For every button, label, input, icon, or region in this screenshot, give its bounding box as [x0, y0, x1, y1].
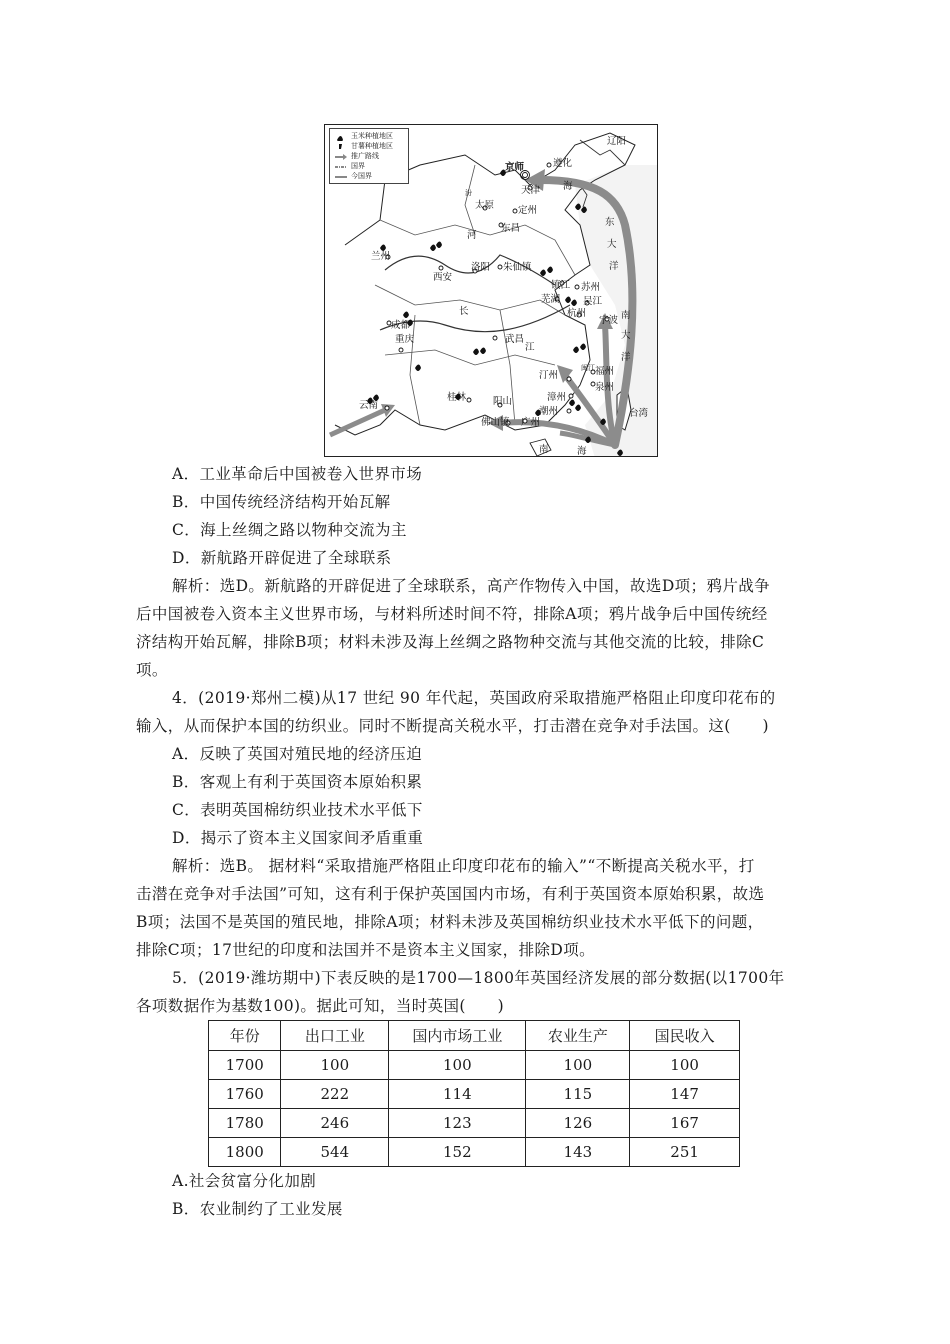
q3-option-a: A．工业革命后中国被卷入世界市场 [172, 465, 423, 483]
table-cell: 1800 [209, 1138, 281, 1167]
label-jiang: 江 [525, 342, 535, 353]
sweet-potato-icon [334, 143, 348, 151]
label-wuchang: 武昌 [505, 334, 525, 345]
table-cell: 1780 [209, 1109, 281, 1138]
label-dingzhou: 定州 [518, 205, 538, 216]
label-dongchang: 东昌 [501, 223, 521, 234]
table-cell: 167 [630, 1109, 740, 1138]
label-nan2: 南 [539, 444, 549, 455]
label-zhenjiang: 镇江 [551, 280, 571, 291]
label-guangzhou: 广州 [521, 417, 541, 428]
q4-stem-line1: 4．(2019·郑州二模)从17 世纪 90 年代起，英国政府采取措施严格阻止印度印花布的 [172, 689, 776, 707]
q4-stem-line2: 输入，从而保护本国的纺织业。同时不断提高关税水平，打击潜在竞争对手法国。这( ) [136, 717, 769, 735]
q4-analysis-line2: 击潜在竞争对手法国”可知，这有利于保护英国国内市场，有利于英国资本原始积累，故选 [136, 885, 765, 903]
q5-stem-line2: 各项数据作为基数100)。据此可知，当时英国( ) [136, 997, 505, 1015]
legend-border: 国界 [351, 162, 365, 170]
q5-option-a: A.社会贫富分化加剧 [172, 1172, 317, 1190]
table-row [209, 1138, 740, 1167]
table-cell: 143 [526, 1138, 630, 1167]
route-arrow-icon [334, 153, 348, 161]
table-cell: 114 [389, 1080, 526, 1109]
table-cell: 126 [526, 1109, 630, 1138]
border-line-icon [334, 163, 348, 171]
label-jingshi: 京师 [505, 162, 525, 173]
label-dong: 东 [605, 217, 615, 228]
q4-analysis-line1: 解析：选B。 据材料“采取措施严格阻止印度印花布的输入”“不断提高关税水平，打 [172, 857, 755, 875]
label-taiyuan: 太原 [475, 200, 495, 211]
table-cell: 100 [526, 1051, 630, 1080]
label-he: 河 [467, 230, 477, 241]
table-cell: 100 [281, 1051, 389, 1080]
label-ningbo: 宁波 [599, 315, 619, 326]
q3-analysis-line3: 济结构开始瓦解，排除B项；材料未涉及海上丝绸之路物种交流与其他交流的比较，排除C [136, 633, 765, 651]
table-header-cell: 出口工业 [281, 1021, 389, 1051]
label-zhuxianzhen: 朱仙镇 [503, 262, 532, 273]
table-cell: 246 [281, 1109, 389, 1138]
table-cell: 100 [389, 1051, 526, 1080]
label-suzhou: 苏州 [581, 282, 601, 293]
label-fen: 汾 [465, 189, 472, 197]
table-header-cell: 年份 [209, 1021, 281, 1051]
table-cell: 1760 [209, 1080, 281, 1109]
table-cell: 100 [630, 1051, 740, 1080]
legend-today-border: 今国界 [351, 172, 372, 180]
table-row [209, 1051, 740, 1080]
q3-option-c: C．海上丝绸之路以物种交流为主 [172, 521, 407, 539]
label-tingzhou: 汀州 [539, 370, 559, 381]
label-hai1: 海 [563, 181, 573, 192]
q4-option-d: D．揭示了资本主义国家间矛盾重重 [172, 829, 424, 847]
q3-analysis-line1: 解析：选D。新航路的开辟促进了全球联系，高产作物传入中国，故选D项；鸦片战争 [172, 577, 771, 595]
q3-option-b: B．中国传统经济结构开始瓦解 [172, 493, 391, 511]
q3-analysis-line4: 项。 [136, 661, 168, 679]
q4-analysis-line4: 排除C项；17世纪的印度和法国并不是资本主义国家，排除D项。 [136, 941, 596, 959]
table-row [209, 1109, 740, 1138]
q3-option-d: D．新航路开辟促进了全球联系 [172, 549, 392, 567]
label-yang1: 洋 [609, 261, 619, 272]
table-cell: 544 [281, 1138, 389, 1167]
today-border-icon [334, 173, 348, 181]
label-lanzhou: 兰州 [371, 251, 391, 262]
label-yunnan: 云南 [359, 400, 379, 411]
q3-analysis-line2: 后中国被卷入资本主义世界市场，与材料所述时间不符，排除A项；鸦片战争后中国传统经 [136, 605, 768, 623]
table-cell: 147 [630, 1080, 740, 1109]
label-chengdu: 成都 [391, 320, 411, 331]
label-zunhua: 遵化 [553, 158, 573, 169]
table-header-cell: 国民收入 [630, 1021, 740, 1051]
label-yang2: 洋 [621, 352, 631, 363]
label-foshanzhen: 佛山镇 [481, 417, 510, 428]
label-nan1: 南 [621, 310, 631, 321]
table-cell: 1700 [209, 1051, 281, 1080]
table-header-cell: 农业生产 [526, 1021, 630, 1051]
label-quanzhou: 泉州 [595, 382, 615, 393]
economic-data-table [208, 1020, 740, 1167]
table-cell: 152 [389, 1138, 526, 1167]
label-taiwan: 台湾 [629, 408, 649, 419]
label-minjiang: 闽江 [581, 364, 595, 372]
crop-spread-map [324, 124, 658, 457]
label-tianjin: 天津 [521, 185, 541, 196]
table-header-row [209, 1021, 740, 1051]
q5-option-b: B．农业制约了工业发展 [172, 1200, 343, 1218]
label-xian: 西安 [433, 272, 453, 283]
legend-route: 推广路线 [351, 152, 379, 160]
label-chongqing: 重庆 [395, 334, 415, 345]
label-yangshan: 阳山 [493, 396, 513, 407]
q5-stem-line1: 5．(2019·潍坊期中)下表反映的是1700—1800年英国经济发展的部分数据(以1700年 [172, 969, 785, 987]
q4-option-c: C．表明英国棉纺织业技术水平低下 [172, 801, 423, 819]
label-guilin: 桂林 [447, 392, 467, 403]
legend-corn: 玉米种植地区 [351, 132, 393, 140]
q4-option-b: B．客观上有利于英国资本原始积累 [172, 773, 423, 791]
label-liaoyang: 辽阳 [607, 136, 627, 147]
label-wuhu: 芜湖 [541, 294, 561, 305]
label-zhangzhou: 漳州 [547, 392, 567, 403]
label-chaozhou: 潮州 [539, 406, 559, 417]
label-da2: 大 [621, 330, 631, 341]
table-cell: 123 [389, 1109, 526, 1138]
label-hangzhou: 杭州 [567, 308, 587, 319]
map-legend [329, 128, 409, 184]
label-luoyang: 洛阳 [471, 262, 491, 273]
legend-sweet-potato: 甘薯种植地区 [351, 142, 393, 150]
label-da1: 大 [607, 239, 617, 250]
q4-analysis-line3: B项；法国不是英国的殖民地，排除A项；材料未涉及英国棉纺织业技术水平低下的问题， [136, 913, 764, 931]
table-cell: 115 [526, 1080, 630, 1109]
table-header-cell: 国内市场工业 [389, 1021, 526, 1051]
label-fuzhou: 福州 [595, 366, 615, 377]
corn-leaf-icon [334, 133, 348, 141]
table-row [209, 1080, 740, 1109]
label-chang: 长 [459, 306, 469, 317]
label-hai2: 海 [577, 446, 587, 457]
table-cell: 251 [630, 1138, 740, 1167]
label-wujiang: 吴江 [583, 296, 603, 307]
q4-option-a: A．反映了英国对殖民地的经济压迫 [172, 745, 423, 763]
table-cell: 222 [281, 1080, 389, 1109]
